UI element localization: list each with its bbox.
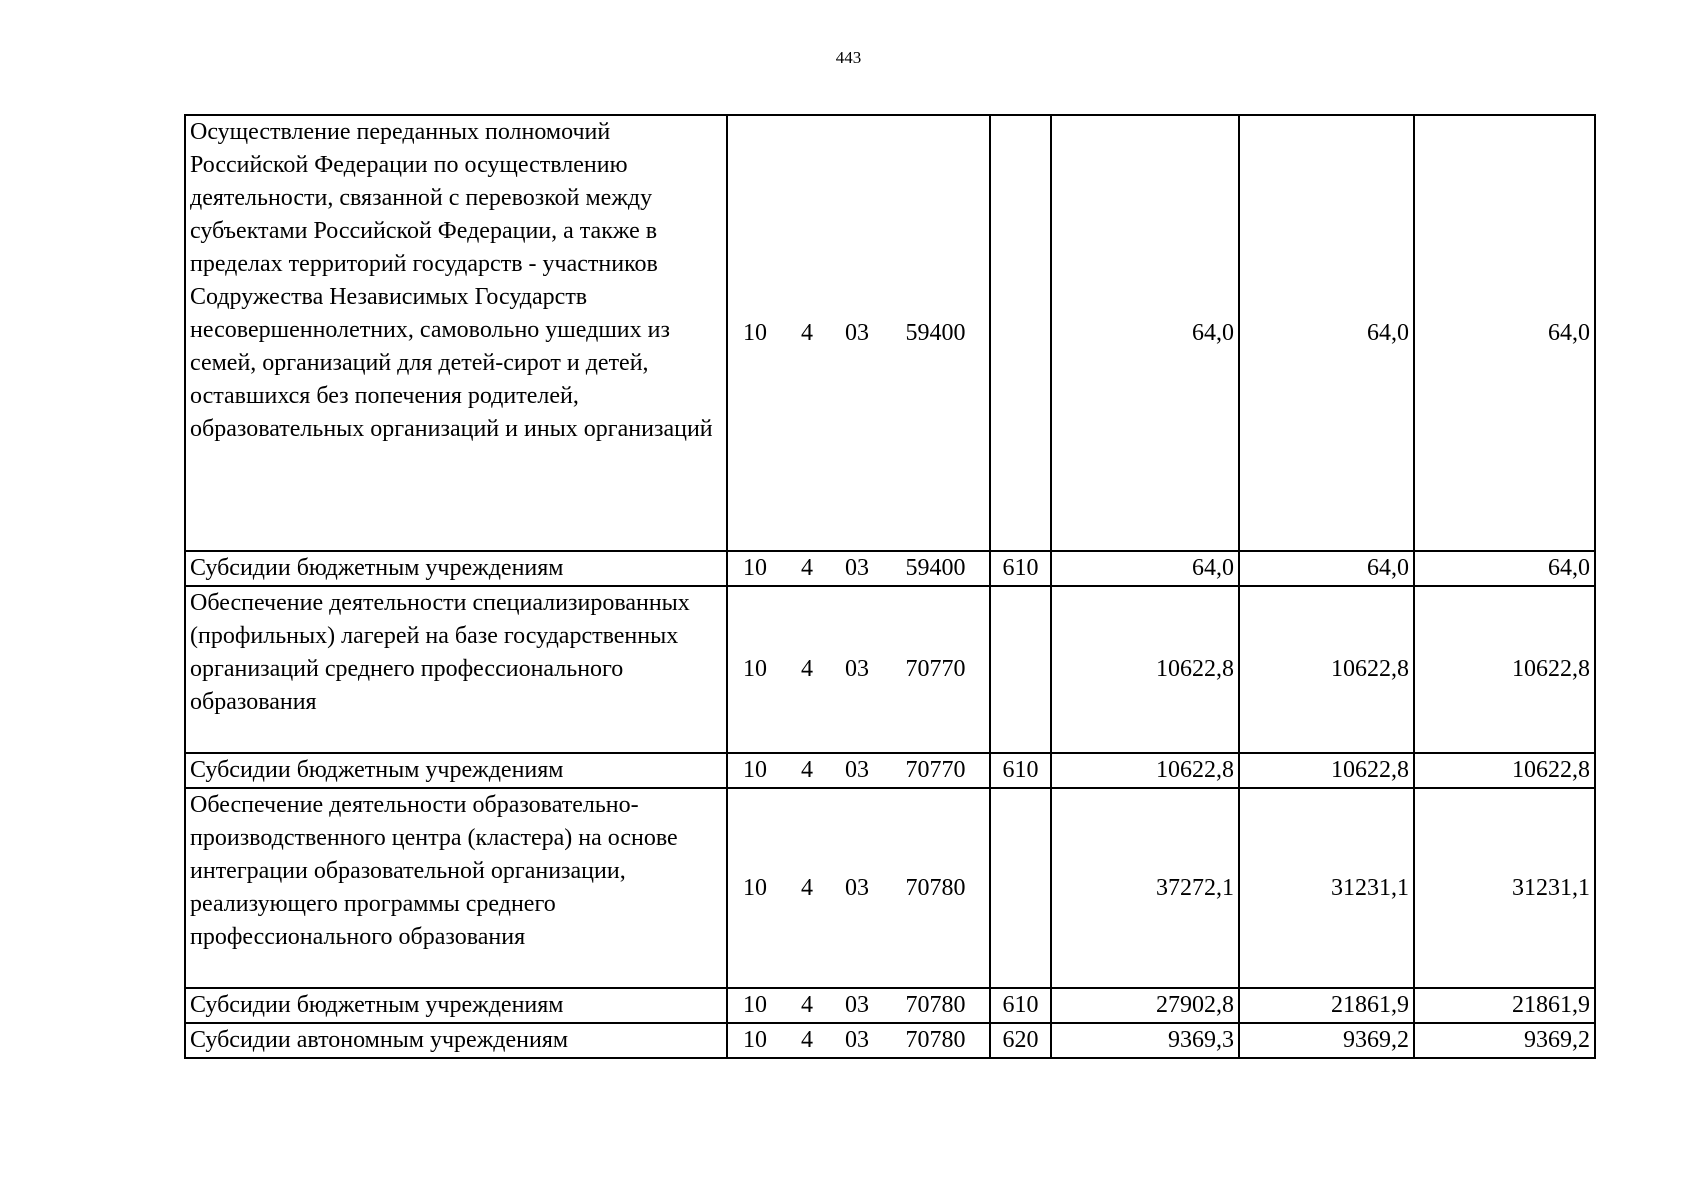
row-description: Обеспечение деятельности специализированных (профильных) лагерей на базе государственных организаций среднего профессионального образования: [185, 586, 727, 753]
amount-year-1: 37272,1: [1051, 788, 1239, 988]
row-codes: [727, 1023, 990, 1058]
amount-year-3: 31231,1: [1414, 788, 1595, 988]
expense-type: 610: [990, 988, 1051, 1023]
code-program: 03: [845, 319, 869, 346]
row-description: Субсидии бюджетным учреждениям: [185, 753, 727, 788]
row-description: Осуществление переданных полномочий Российской Федерации по осуществлению деятельности, связанной с перевозкой между субъектами Российской Федерации, а также в пределах территорий государств - участников Содружества Независимых Государств несовершеннолетних, самовольно ушедших из семей, организаций для детей-сирот и детей, оставшихся без попечения родителей, образовательных организаций и иных организаций: [185, 115, 727, 551]
table-row: [185, 586, 1595, 753]
code-section: 10: [743, 319, 767, 346]
amount-year-1: 10622,8: [1051, 586, 1239, 753]
code-subsection: 4: [801, 555, 813, 581]
amount-year-1: 9369,3: [1051, 1023, 1239, 1058]
amount-year-2: 21861,9: [1239, 988, 1414, 1023]
expense-type: [990, 586, 1051, 753]
amount-year-1: 27902,8: [1051, 988, 1239, 1023]
table-row: [185, 753, 1595, 788]
expense-type: [990, 115, 1051, 551]
code-program: 03: [845, 656, 869, 682]
amount-year-1: 10622,8: [1051, 753, 1239, 788]
code-section: 10: [743, 757, 767, 783]
row-description: Субсидии бюджетным учреждениям: [185, 988, 727, 1023]
code-subsection: 4: [801, 1027, 813, 1053]
amount-year-3: 9369,2: [1414, 1023, 1595, 1058]
code-program: 03: [845, 555, 869, 581]
code-subsection: 4: [801, 656, 813, 682]
expense-type: 620: [990, 1023, 1051, 1058]
expense-type: [990, 788, 1051, 988]
amount-year-3: 10622,8: [1414, 586, 1595, 753]
row-description: Субсидии автономным учреждениям: [185, 1023, 727, 1058]
amount-year-2: 31231,1: [1239, 788, 1414, 988]
table-row: [185, 988, 1595, 1023]
code-program: 03: [845, 992, 869, 1018]
table-row: [185, 1023, 1595, 1058]
row-codes: [727, 753, 990, 788]
code-subsection: 4: [801, 319, 813, 346]
row-codes: [727, 586, 990, 753]
code-direction: 70780: [905, 992, 966, 1018]
budget-table: [184, 114, 1596, 1059]
table-row: [185, 788, 1595, 988]
amount-year-1: 64,0: [1051, 551, 1239, 586]
code-direction: 70780: [905, 1027, 966, 1053]
row-codes: [727, 551, 990, 586]
expense-type: 610: [990, 753, 1051, 788]
amount-year-3: 10622,8: [1414, 753, 1595, 788]
code-direction: 70780: [905, 874, 966, 901]
amount-year-1: 64,0: [1051, 115, 1239, 551]
code-section: 10: [743, 992, 767, 1018]
code-program: 03: [845, 874, 869, 901]
amount-year-2: 10622,8: [1239, 586, 1414, 753]
code-section: 10: [743, 555, 767, 581]
code-section: 10: [743, 874, 767, 901]
code-direction: 59400: [905, 319, 966, 346]
amount-year-2: 64,0: [1239, 115, 1414, 551]
row-codes: [727, 988, 990, 1023]
row-codes: [727, 788, 990, 988]
code-subsection: 4: [801, 992, 813, 1018]
amount-year-2: 9369,2: [1239, 1023, 1414, 1058]
row-codes: [727, 115, 990, 551]
code-subsection: 4: [801, 757, 813, 783]
expense-type: 610: [990, 551, 1051, 586]
code-direction: 70770: [905, 757, 966, 783]
code-program: 03: [845, 757, 869, 783]
table-row: [185, 551, 1595, 586]
code-subsection: 4: [801, 874, 813, 901]
row-description: Субсидии бюджетным учреждениям: [185, 551, 727, 586]
amount-year-3: 64,0: [1414, 115, 1595, 551]
code-program: 03: [845, 1027, 869, 1053]
amount-year-2: 64,0: [1239, 551, 1414, 586]
amount-year-3: 64,0: [1414, 551, 1595, 586]
code-section: 10: [743, 656, 767, 682]
amount-year-3: 21861,9: [1414, 988, 1595, 1023]
row-description: Обеспечение деятельности образовательно-производственного центра (кластера) на основе интеграции образовательной организации, реализующего программы среднего профессионального образования: [185, 788, 727, 988]
page-number: 443: [835, 48, 862, 67]
table-row: [185, 115, 1595, 551]
code-direction: 70770: [905, 656, 966, 682]
amount-year-2: 10622,8: [1239, 753, 1414, 788]
code-section: 10: [743, 1027, 767, 1053]
code-direction: 59400: [905, 555, 966, 581]
